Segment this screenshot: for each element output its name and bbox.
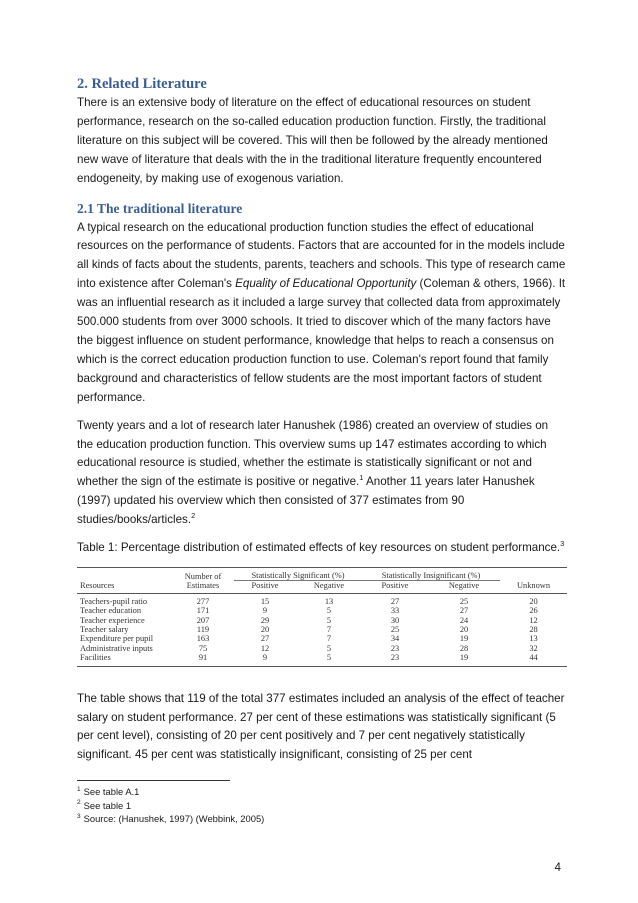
footnote-2 bbox=[77, 799, 567, 813]
cell-sig-negative: 5 bbox=[326, 606, 332, 616]
footnote-ref-3[interactable]: 3 bbox=[560, 539, 565, 549]
cell-insig-negative: 25 bbox=[459, 596, 469, 606]
resources-table bbox=[77, 567, 567, 667]
cell-sig-negative: 7 bbox=[326, 624, 332, 634]
cell-sig-positive: 12 bbox=[260, 643, 270, 653]
cell-resource: Expenditure per pupil bbox=[80, 634, 154, 644]
cell-sig-positive: 9 bbox=[262, 606, 268, 616]
cell-sig-positive: 20 bbox=[260, 624, 270, 634]
cell-resource: Teacher education bbox=[80, 606, 142, 616]
cell-sig-negative: 5 bbox=[296, 653, 362, 666]
cell-insig-negative: 19 bbox=[459, 634, 469, 644]
table-discussion-paragraph: The table shows that 119 of the total 377 estimates included an analysis of the effect of teacher salary on student performance. 27 per cent of these estimations was statistically significant (5 per cent level), consisting of 20 per cent positively and 7 per cent negatively statistically significant. 45 per cent was statistically insignificant, consisting of 25 per cent bbox=[77, 691, 565, 762]
header-insignificant-group: Statistically Insignificant (%) bbox=[362, 567, 500, 580]
cell-insig-positive: 34 bbox=[390, 634, 400, 644]
header-unknown: Unknown bbox=[500, 581, 567, 593]
cell-sig-positive: 15 bbox=[260, 596, 270, 606]
footnote-ref-1[interactable]: 1 bbox=[359, 473, 364, 483]
cell-unknown: 28 bbox=[529, 624, 538, 634]
cell-sig-negative: 13 bbox=[324, 596, 334, 606]
cell-estimates: 75 bbox=[198, 643, 208, 653]
cell-resource: Teacher experience bbox=[80, 615, 145, 625]
cell-unknown: 13 bbox=[529, 634, 538, 644]
footnote-ref-2[interactable]: 2 bbox=[191, 511, 196, 521]
cell-insig-negative: 19 bbox=[428, 653, 500, 666]
footnotes bbox=[77, 785, 567, 826]
cell-sig-negative: 5 bbox=[326, 615, 332, 625]
hanushek-paragraph bbox=[77, 417, 567, 530]
cell-insig-positive: 23 bbox=[362, 653, 428, 666]
cell-sig-positive: 29 bbox=[260, 615, 270, 625]
coleman-text-b: (Coleman & others, 1966). It was an influential research as it included a large survey that collected data from approximately 500.000 students from over 3000 schools. It tried to discover which of the many factors have the biggest influence on student performance, knowledge that helps to reach a consensus on which is the correct education production function to use. Coleman's report found that family background and characteristics of fellow students are the most important factors of student performance. bbox=[77, 277, 566, 404]
cell-insig-negative: 28 bbox=[459, 643, 469, 653]
coleman-text-a: A typical research on the educational production function studies the effect of educational resources on the performance of students. Factors that are accounted for in the models include all kinds of facts about the students, parents, teachers and schools. This type of research came into existence after Coleman's bbox=[77, 220, 566, 291]
cell-insig-positive: 27 bbox=[390, 596, 400, 606]
header-spacer-right bbox=[500, 567, 567, 580]
cell-unknown: 44 bbox=[500, 653, 567, 666]
table-caption bbox=[77, 539, 567, 558]
cell-estimates: 277 bbox=[196, 596, 210, 606]
cell-sig-negative: 7 bbox=[326, 634, 332, 644]
cell-unknown: 26 bbox=[529, 606, 538, 616]
footnote-number: 1 bbox=[77, 785, 81, 793]
table-row bbox=[77, 616, 567, 625]
cell-unknown: 32 bbox=[529, 643, 538, 653]
header-spacer bbox=[77, 567, 172, 580]
cell-estimates: 119 bbox=[196, 624, 210, 634]
cell-sig-positive: 27 bbox=[260, 634, 270, 644]
footnote-divider bbox=[77, 780, 230, 781]
cell-insig-positive: 33 bbox=[390, 606, 400, 616]
header-significant-group: Statistically Significant (%) bbox=[234, 567, 362, 580]
table-row bbox=[77, 644, 567, 653]
table-row bbox=[77, 653, 567, 666]
cell-resource: Facilities bbox=[77, 653, 172, 666]
cell-estimates: 171 bbox=[196, 606, 210, 616]
table-row bbox=[77, 593, 567, 606]
page-number: 4 bbox=[554, 861, 561, 874]
footnote-text: Source: (Hanushek, 1997) (Webbink, 2005) bbox=[83, 813, 265, 824]
section-intro-paragraph: There is an extensive body of literature on the effect of educational resources on student performance, research on the so-called education production function. Firstly, the traditional literature on this subject will be covered. This will then be followed by the already mentioned new wave of literature that deals with the in the traditional literature frequently encountered endogeneity, by making use of exogenous variation. bbox=[77, 96, 548, 185]
table-caption-text: Table 1: Percentage distribution of estimated effects of key resources on student performance. bbox=[77, 541, 561, 555]
header-estimates: Number of Estimates bbox=[172, 567, 234, 593]
footnote-text: See table 1 bbox=[83, 799, 132, 811]
footnote-text: See table A.1 bbox=[83, 786, 140, 797]
table-row bbox=[77, 625, 567, 634]
cell-insig-negative: 20 bbox=[459, 624, 469, 634]
hanushek-text-a: Twenty years and a lot of research later Hanushek (1986) created an overview of studies on the education production function. This overview sums up 147 estimates according to which educational resource is studied, whether the estimate is statistically significant or not and whether the sign of the estimate is positive or negative. bbox=[77, 418, 549, 489]
cell-estimates: 207 bbox=[196, 615, 210, 625]
coleman-report-title: Equality of Educational Opportunity bbox=[235, 277, 417, 291]
footnote-number: 2 bbox=[77, 799, 81, 807]
cell-resource: Administrative inputs bbox=[80, 643, 153, 653]
footnote-1 bbox=[77, 785, 567, 799]
hanushek-text-b: Another 11 years later Hanushek (1997) updated his overview which then consisted of 377 estimates from 90 studies/books/articles. bbox=[77, 475, 535, 527]
cell-insig-negative: 27 bbox=[459, 606, 469, 616]
cell-estimates: 91 bbox=[172, 653, 234, 666]
cell-unknown: 20 bbox=[529, 596, 538, 606]
cell-estimates: 163 bbox=[196, 634, 210, 644]
page-body bbox=[77, 70, 567, 765]
cell-insig-negative: 24 bbox=[459, 615, 469, 625]
cell-insig-positive: 23 bbox=[390, 643, 400, 653]
header-insig-negative: Negative bbox=[428, 581, 500, 593]
footnote-number: 3 bbox=[77, 812, 81, 820]
cell-sig-positive: 9 bbox=[234, 653, 296, 666]
footnote-3 bbox=[77, 812, 567, 826]
table-row bbox=[77, 634, 567, 643]
cell-unknown: 12 bbox=[529, 615, 538, 625]
header-sig-positive: Positive bbox=[234, 581, 296, 593]
header-insig-positive: Positive bbox=[362, 581, 428, 593]
section-heading: 2. Related Literature bbox=[77, 76, 207, 92]
coleman-paragraph bbox=[77, 219, 567, 408]
cell-resource: Teachers-pupil ratio bbox=[80, 596, 148, 606]
cell-insig-positive: 30 bbox=[390, 615, 400, 625]
header-resources: Resources bbox=[77, 581, 172, 593]
header-sig-negative: Negative bbox=[296, 581, 362, 593]
table-row bbox=[77, 606, 567, 615]
cell-insig-positive: 25 bbox=[390, 624, 400, 634]
cell-resource: Teacher salary bbox=[80, 624, 129, 634]
subsection-heading: 2.1 The traditional literature bbox=[77, 200, 243, 216]
cell-sig-negative: 5 bbox=[326, 643, 332, 653]
